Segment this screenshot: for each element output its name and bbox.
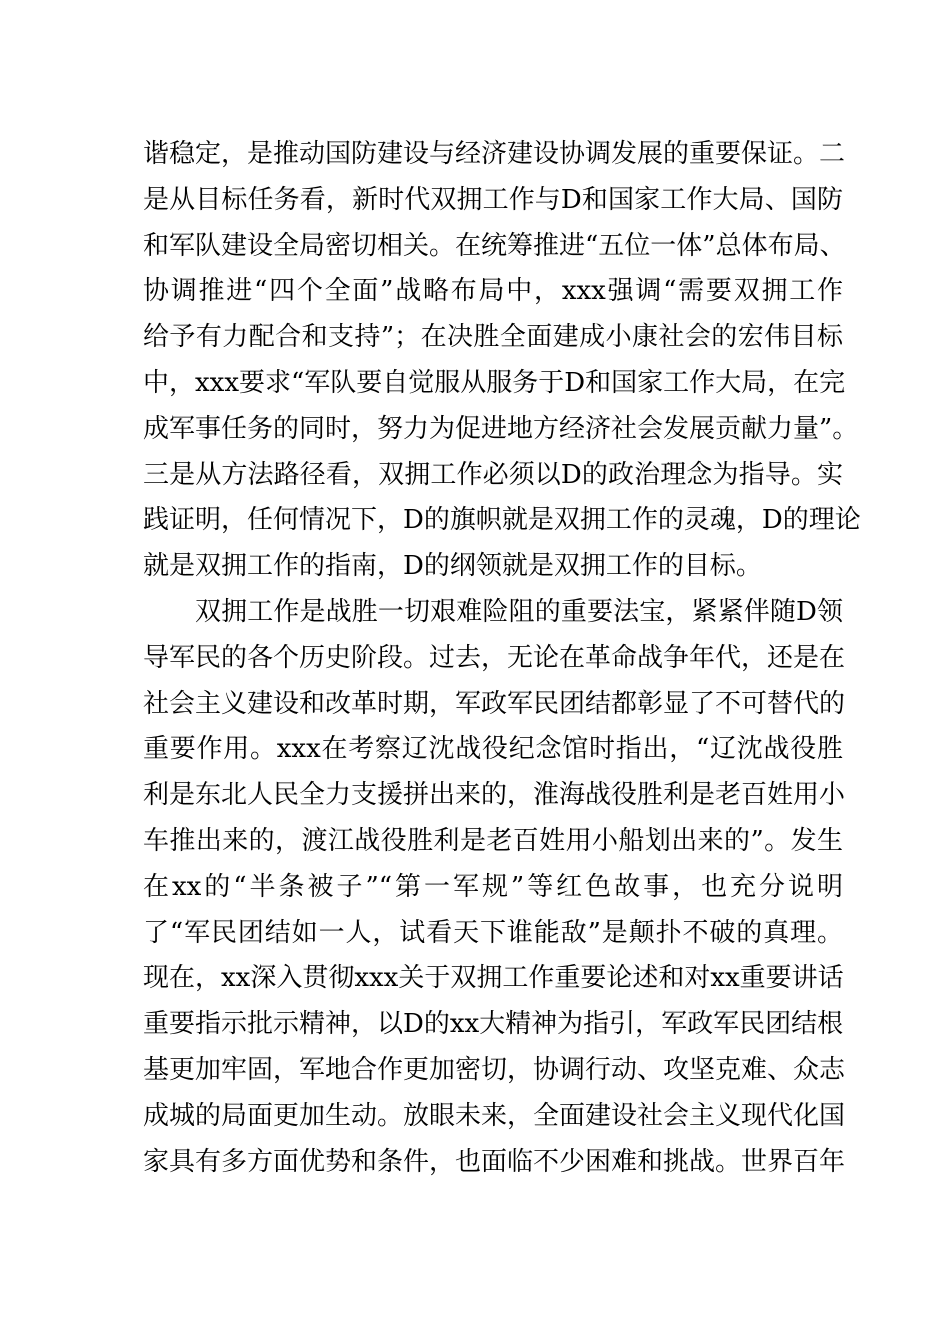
text-line: 协调推进“四个全面”战略布局中，xxx强调“需要双拥工作 xyxy=(143,276,843,307)
text-line: 重要作用。xxx在考察辽沈战役纪念馆时指出，“辽沈战役胜 xyxy=(143,734,843,765)
text-line: 给予有力配合和支持”；在决胜全面建成小康社会的宏伟目标 xyxy=(143,322,843,353)
text-line: 了“军民团结如一人，试看天下谁能敌”是颠扑不破的真理。 xyxy=(143,917,843,948)
text-line: 和军队建设全局密切相关。在统筹推进“五位一体”总体布局、 xyxy=(143,230,846,261)
text-line: 是从目标任务看，新时代双拥工作与D和国家工作大局、国防 xyxy=(143,184,843,215)
paragraph-start-line: 双拥工作是战胜一切艰难险阻的重要法宝，紧紧伴随D领 xyxy=(195,596,843,627)
body-text xyxy=(143,132,861,1185)
text-line: 成军事任务的同时，努力为促进地方经济社会发展贡献力量”。 xyxy=(143,413,859,444)
text-line: 在xx的“半条被子”“第一军规”等红色故事，也充分说明 xyxy=(143,871,843,902)
text-line: 谐稳定，是推动国防建设与经济建设协调发展的重要保证。二 xyxy=(143,139,846,169)
text-line: 基更加牢固，军地合作更加密切，协调行动、攻坚克难、众志 xyxy=(143,1054,846,1085)
text-line: 重要指示批示精神，以D的xx大精神为指引，军政军民团结根 xyxy=(143,1009,844,1040)
text-line: 现在，xx深入贯彻xxx关于双拥工作重要论述和对xx重要讲话 xyxy=(143,963,844,994)
text-line: 践证明，任何情况下，D的旗帜就是双拥工作的灵魂，D的理论 xyxy=(143,505,861,536)
text-line: 利是东北人民全力支援拼出来的，淮海战役胜利是老百姓用小 xyxy=(143,780,846,811)
text-line: 车推出来的，渡江战役胜利是老百姓用小船划出来的”。发生 xyxy=(143,825,843,856)
text-line: 三是从方法路径看，双拥工作必须以D的政治理念为指导。实 xyxy=(143,459,843,490)
text-line: 社会主义建设和改革时期，军政军民团结都彰显了不可替代的 xyxy=(143,688,846,719)
text-line: 导军民的各个历史阶段。过去，无论在革命战争年代，还是在 xyxy=(143,642,846,673)
text-line: 成城的局面更加生动。放眼未来，全面建设社会主义现代化国 xyxy=(143,1100,846,1131)
paragraph-end-line: 就是双拥工作的指南，D的纲领就是双拥工作的目标。 xyxy=(143,551,762,582)
text-line: 中，xxx要求“军队要自觉服从服务于D和国家工作大局，在完 xyxy=(143,367,846,398)
text-line: 家具有多方面优势和条件，也面临不少困难和挑战。世界百年 xyxy=(143,1146,846,1177)
